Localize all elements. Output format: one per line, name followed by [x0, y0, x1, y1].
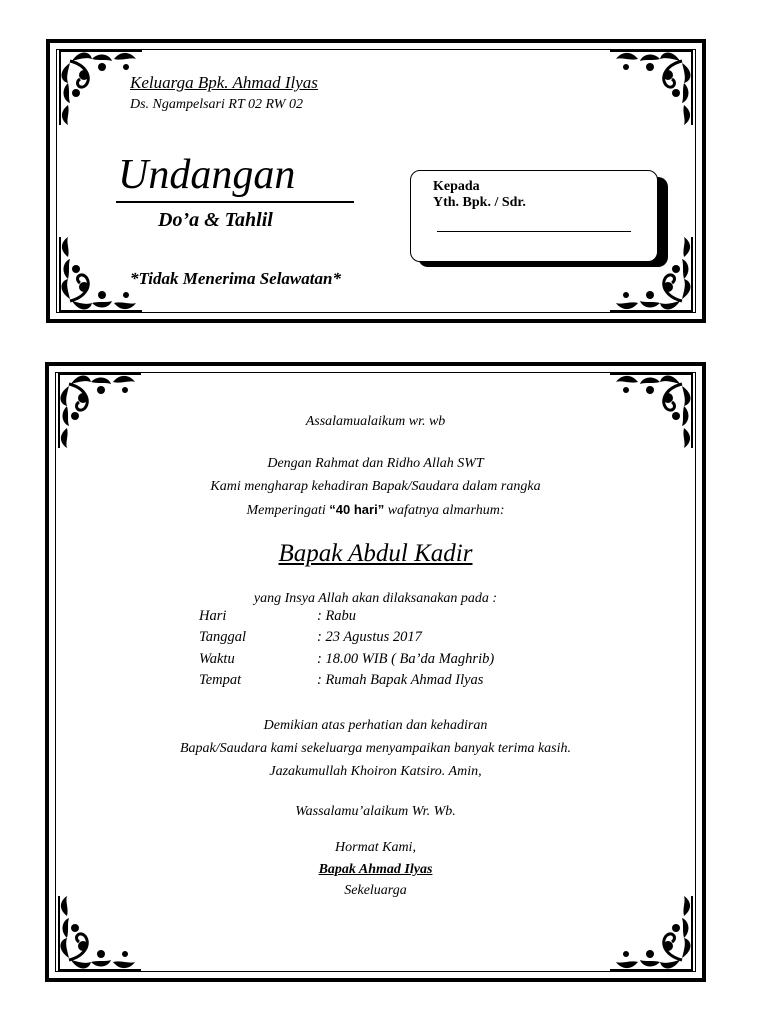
closing-line: Bapak/Saudara kami sekeluarga menyampaikan banyak terima kasih. — [179, 741, 571, 756]
corner-ornament-icon — [55, 370, 145, 450]
detail-value: : Rumah Bapak Ahmad Ilyas — [317, 672, 484, 688]
detail-label: Waktu — [199, 651, 235, 667]
no-selawatan-note: *Tidak Menerima Selawatan* — [130, 269, 341, 288]
family-name: Keluarga Bpk. Ahmad Ilyas — [130, 73, 318, 92]
detail-label: Hari — [199, 608, 227, 624]
memorial-line — [49, 502, 702, 519]
farewell: Wassalamu’alaikum Wr. Wb. — [295, 804, 456, 819]
corner-ornament-icon — [55, 894, 145, 974]
title-underline — [116, 201, 354, 203]
memorial-highlight: “40 hari” — [329, 502, 385, 517]
recipient-salutation: Yth. Bpk. / Sdr. — [433, 195, 526, 210]
corner-ornament-icon — [606, 894, 696, 974]
host-name: Bapak Ahmad Ilyas — [318, 862, 433, 877]
letter-card — [45, 362, 706, 982]
closing-line: Demikian atas perhatian dan kehadiran — [263, 718, 488, 733]
recipient-name-line — [437, 231, 631, 232]
family-address: Ds. Ngampelsari RT 02 RW 02 — [130, 97, 303, 112]
detail-value: : 23 Agustus 2017 — [317, 629, 422, 645]
detail-value: : Rabu — [317, 608, 357, 624]
memorial-after: wafatnya almarhum: — [384, 503, 505, 518]
envelope-card — [46, 39, 706, 323]
signoff: Hormat Kami, — [335, 840, 416, 855]
detail-value: : 18.00 WIB ( Ba’da Maghrib) — [317, 651, 495, 667]
closing-line: Jazakumullah Khoiron Katsiro. Amin, — [269, 764, 482, 779]
memorial-before: Memperingati — [246, 503, 330, 518]
intro-line: Kami mengharap kehadiran Bapak/Saudara dalam rangka — [210, 479, 541, 494]
schedule-intro: yang Insya Allah akan dilaksanakan pada : — [253, 591, 498, 606]
greeting: Assalamualaikum wr. wb — [305, 414, 446, 429]
deceased-name: Bapak Abdul Kadir — [278, 540, 473, 567]
detail-label: Tanggal — [199, 629, 247, 645]
invitation-subtitle: Do’a & Tahlil — [158, 209, 273, 231]
host-suffix: Sekeluarga — [344, 883, 407, 898]
recipient-address-box — [410, 170, 658, 262]
detail-label: Tempat — [199, 672, 242, 688]
corner-ornament-icon — [606, 370, 696, 450]
intro-line: Dengan Rahmat dan Ridho Allah SWT — [267, 456, 484, 471]
invitation-title: Undangan — [118, 152, 296, 198]
recipient-label: Kepada — [433, 179, 480, 194]
corner-ornament-icon — [606, 47, 696, 127]
